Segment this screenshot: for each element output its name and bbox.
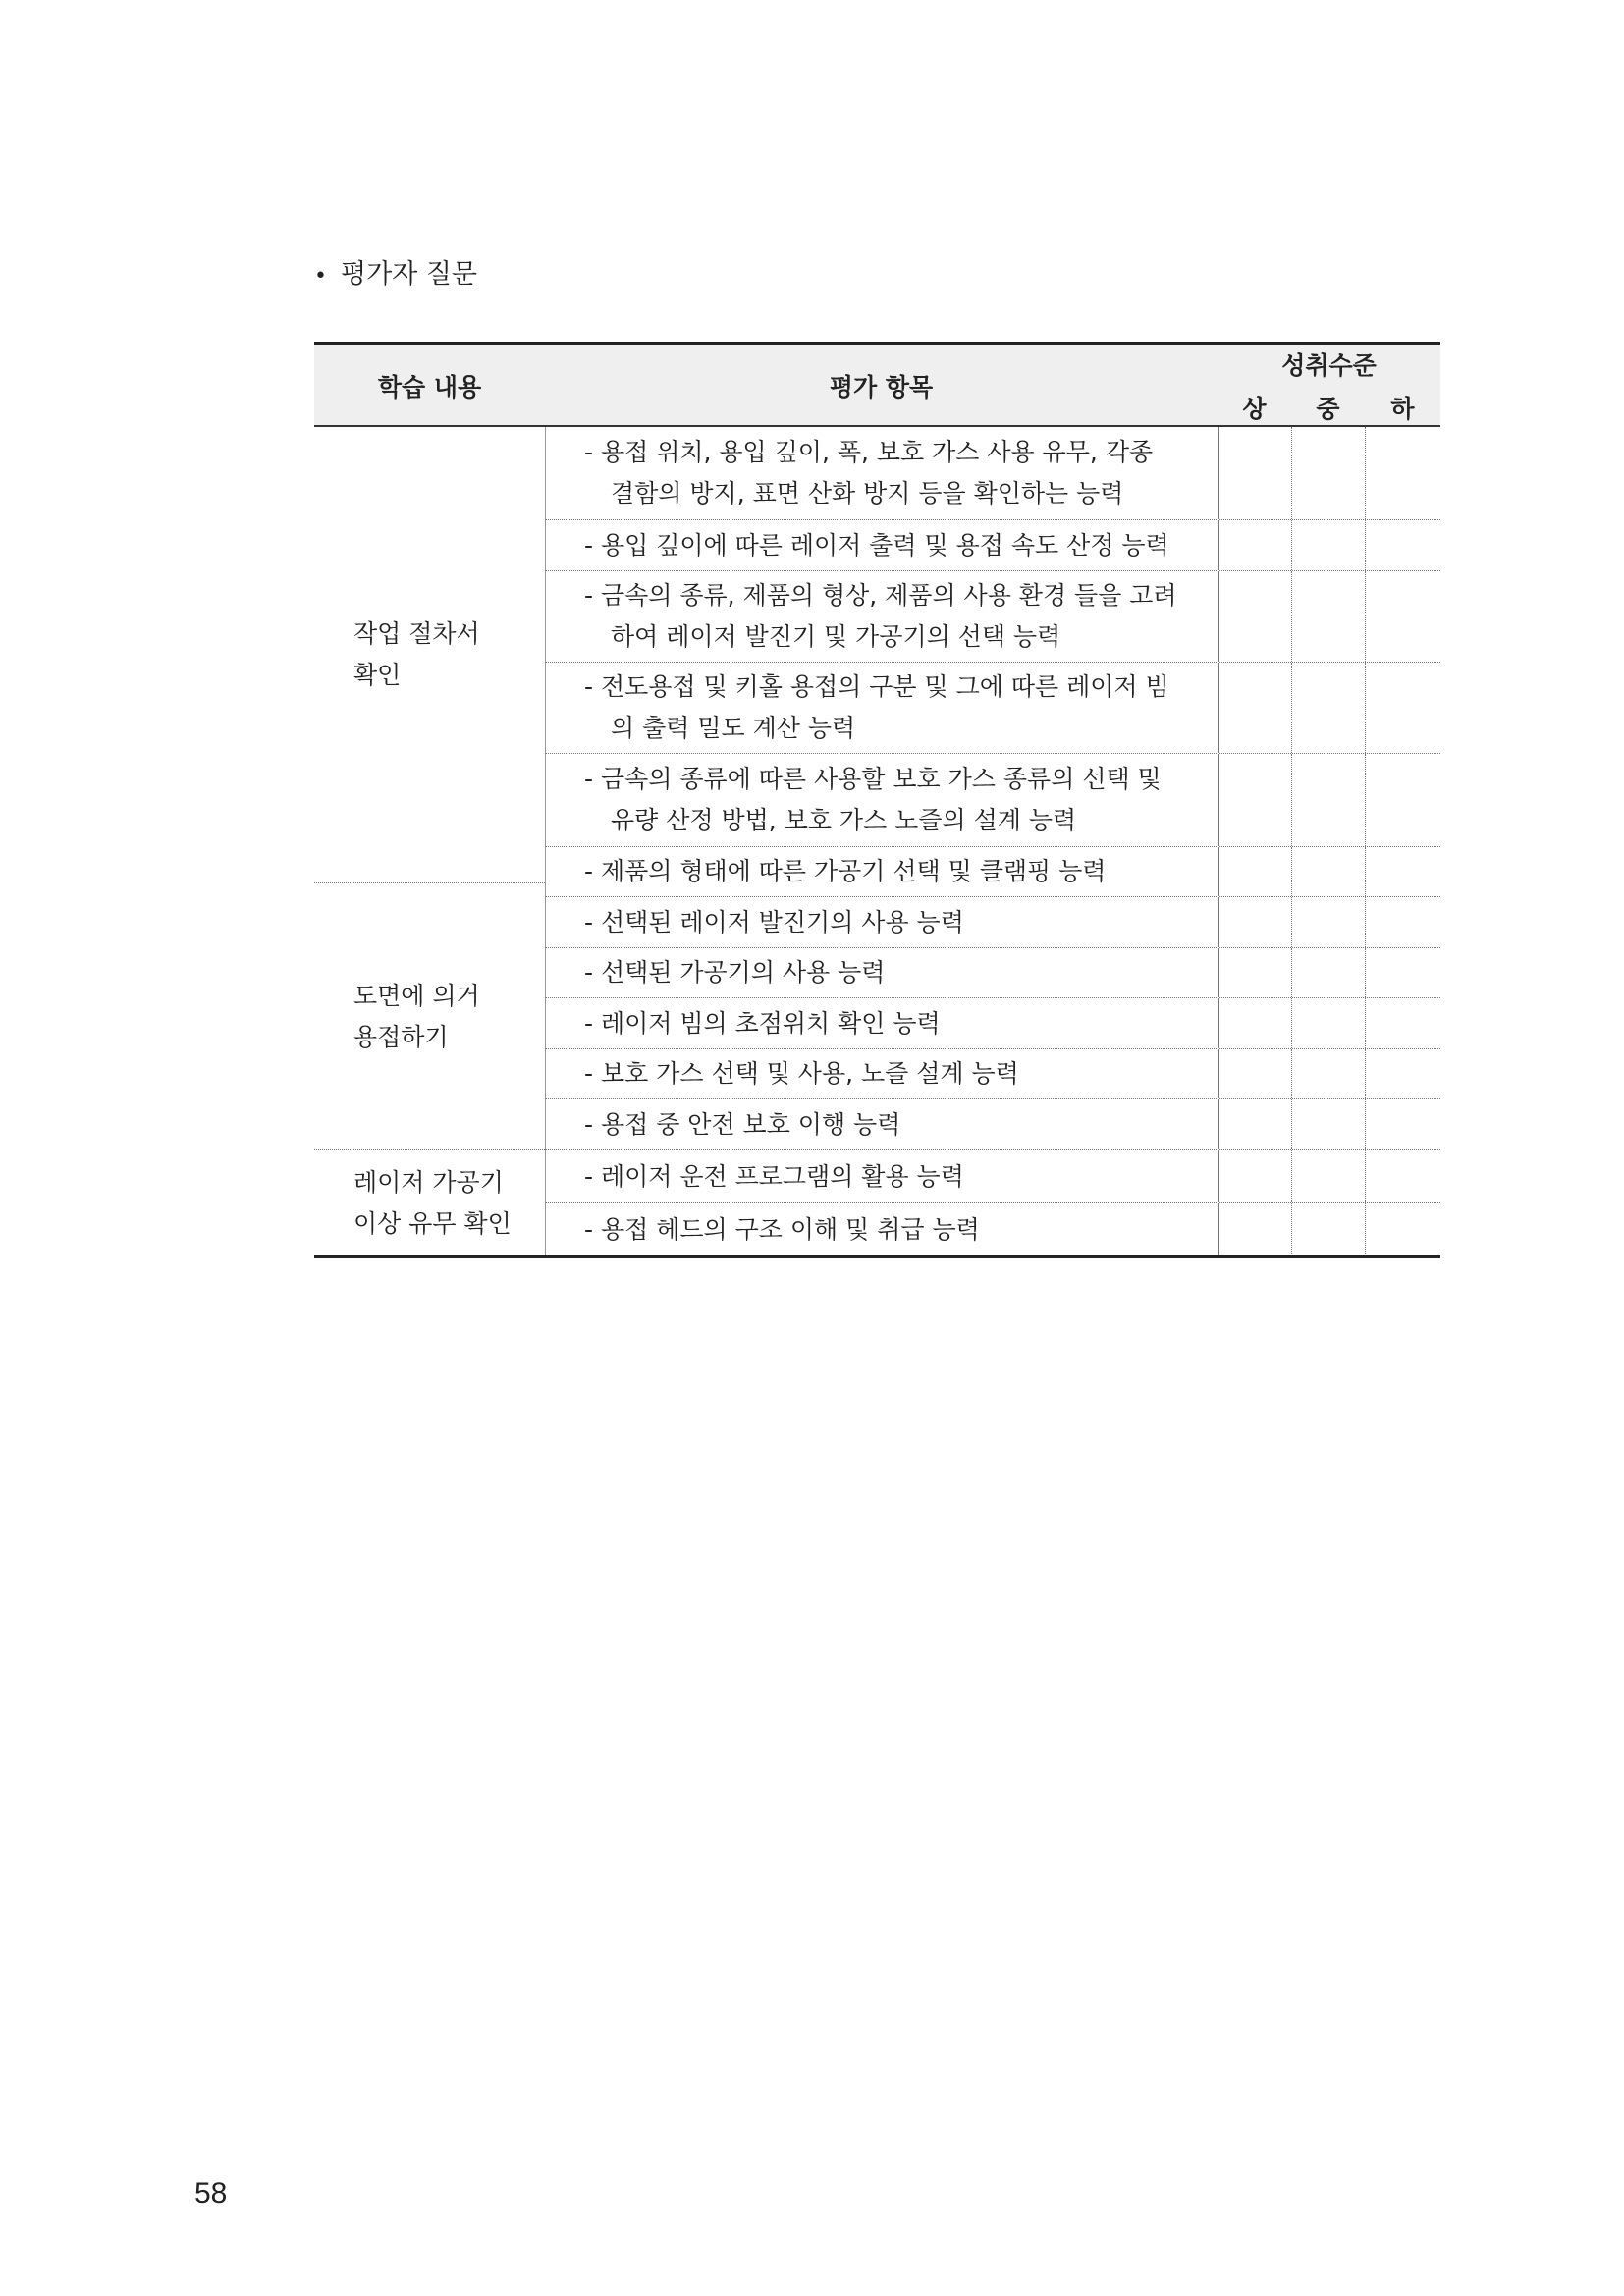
- level-cell-high: [1218, 998, 1291, 1048]
- table-row: [545, 427, 1440, 520]
- level-cell-mid: [1291, 571, 1365, 662]
- level-cell-low: [1365, 1049, 1440, 1098]
- page-number: 58: [194, 2177, 228, 2210]
- group-label-line: 레이저 가공기: [353, 1167, 504, 1197]
- evaluation-item: [545, 1203, 1218, 1255]
- level-cell-high: [1218, 663, 1291, 753]
- item-line: - 용접 중 안전 보호 이행 능력: [584, 1109, 901, 1139]
- table-bottom-rule: [314, 1255, 1440, 1258]
- level-cell-high: [1218, 427, 1291, 519]
- evaluation-item: [545, 571, 1218, 662]
- table-row: [545, 1150, 1440, 1203]
- item-line: 결함의 방지, 표면 산화 방지 등을 확인하는 능력: [611, 479, 1124, 507]
- evaluation-item: [545, 897, 1218, 947]
- level-cell-high: [1218, 1099, 1291, 1149]
- header-achievement-level: 성취수준: [1281, 351, 1377, 380]
- level-cell-mid: [1291, 1150, 1365, 1202]
- level-cell-mid: [1291, 1099, 1365, 1149]
- level-cell-high: [1218, 1150, 1291, 1202]
- table-row: [545, 520, 1440, 571]
- level-cell-high: [1218, 897, 1291, 947]
- table-row: [545, 1203, 1440, 1255]
- level-cell-low: [1365, 998, 1440, 1048]
- level-cell-low: [1365, 427, 1440, 519]
- level-cell-low: [1365, 897, 1440, 947]
- level-cell-low: [1365, 571, 1440, 662]
- item-line: - 금속의 종류, 제품의 형상, 제품의 사용 환경 들을 고려: [584, 581, 1177, 610]
- item-line: - 용접 헤드의 구조 이해 및 취급 능력: [584, 1214, 980, 1244]
- evaluation-item: [545, 520, 1218, 570]
- table-row: [545, 948, 1440, 998]
- evaluation-item: [545, 663, 1218, 753]
- level-cell-mid: [1291, 520, 1365, 570]
- table-header: [314, 342, 1440, 427]
- item-line: - 선택된 가공기의 사용 능력: [584, 958, 886, 987]
- group-work-procedure: [314, 427, 545, 883]
- bullet-icon: •: [314, 264, 327, 289]
- header-level-high: 상: [1242, 395, 1267, 423]
- group-machine-check: [314, 1150, 545, 1255]
- level-cell-high: [1218, 1049, 1291, 1098]
- item-line: - 레이저 빔의 초점위치 확인 능력: [584, 1008, 941, 1038]
- level-cell-low: [1365, 948, 1440, 997]
- evaluation-item: [545, 847, 1218, 896]
- level-cell-low: [1365, 663, 1440, 753]
- level-cell-low: [1365, 1150, 1440, 1202]
- evaluation-item: [545, 998, 1218, 1048]
- table-row: [545, 998, 1440, 1049]
- level-cell-mid: [1291, 847, 1365, 896]
- table-row: [545, 897, 1440, 948]
- level-cell-high: [1218, 1203, 1291, 1255]
- group-label-line: 용접하기: [353, 1022, 449, 1051]
- level-cell-high: [1218, 948, 1291, 997]
- item-line: - 보호 가스 선택 및 사용, 노즐 설계 능력: [584, 1059, 1019, 1088]
- section-title: [314, 255, 477, 294]
- level-cell-mid: [1291, 897, 1365, 947]
- group-label-line: 도면에 의거: [353, 981, 480, 1010]
- group-label-line: 작업 절차서: [353, 619, 480, 648]
- level-cell-low: [1365, 1203, 1440, 1255]
- level-cell-mid: [1291, 427, 1365, 519]
- evaluation-table: [314, 342, 1440, 1257]
- header-learning-content: 학습 내용: [377, 373, 482, 401]
- level-cell-mid: [1291, 948, 1365, 997]
- level-cell-low: [1365, 1099, 1440, 1149]
- table-row: [545, 571, 1440, 663]
- item-line: - 제품의 형태에 따른 가공기 선택 및 클램핑 능력: [584, 857, 1107, 885]
- group-label-line: 확인: [353, 661, 402, 689]
- level-cell-high: [1218, 520, 1291, 570]
- item-line: - 금속의 종류에 따른 사용할 보호 가스 종류의 선택 및: [584, 765, 1162, 793]
- table-row: [545, 754, 1440, 847]
- evaluation-item: [545, 1150, 1218, 1202]
- section-title-text: 평가자 질문: [340, 259, 477, 290]
- level-cell-high: [1218, 754, 1291, 846]
- item-line: - 전도용접 및 키홀 용접의 구분 및 그에 따른 레이저 빔: [584, 672, 1169, 701]
- table-row: [545, 847, 1440, 897]
- evaluation-item: [545, 1099, 1218, 1149]
- group-label-line: 이상 유무 확인: [353, 1208, 512, 1238]
- table-row: [545, 1099, 1440, 1150]
- item-line: 의 출력 밀도 계산 능력: [611, 714, 856, 742]
- level-cell-low: [1365, 847, 1440, 896]
- level-cell-mid: [1291, 998, 1365, 1048]
- evaluation-item: [545, 948, 1218, 997]
- header-level-low: 하: [1390, 395, 1415, 423]
- level-cell-high: [1218, 847, 1291, 896]
- header-level-mid: 중: [1316, 395, 1340, 423]
- level-cell-mid: [1291, 1203, 1365, 1255]
- item-line: 유량 산정 방법, 보호 가스 노즐의 설계 능력: [611, 806, 1077, 834]
- item-line: - 선택된 레이저 발진기의 사용 능력: [584, 907, 964, 936]
- item-line: 하여 레이저 발진기 및 가공기의 선택 능력: [611, 622, 1061, 651]
- table-row: [545, 1049, 1440, 1099]
- item-line: - 용접 위치, 용입 깊이, 폭, 보호 가스 사용 유무, 각종: [584, 438, 1154, 466]
- evaluation-item: [545, 1049, 1218, 1098]
- evaluation-item: [545, 754, 1218, 846]
- level-cell-high: [1218, 571, 1291, 662]
- header-evaluation-item: 평가 항목: [829, 373, 934, 401]
- item-line: - 용입 깊이에 따른 레이저 출력 및 용접 속도 산정 능력: [584, 530, 1169, 560]
- item-line: - 레이저 운전 프로그램의 활용 능력: [584, 1161, 964, 1191]
- evaluation-item: [545, 427, 1218, 519]
- level-cell-low: [1365, 520, 1440, 570]
- table-row: [545, 663, 1440, 754]
- group-weld-by-drawing: [314, 883, 545, 1150]
- level-cell-low: [1365, 754, 1440, 846]
- level-cell-mid: [1291, 754, 1365, 846]
- level-cell-mid: [1291, 1049, 1365, 1098]
- level-cell-mid: [1291, 663, 1365, 753]
